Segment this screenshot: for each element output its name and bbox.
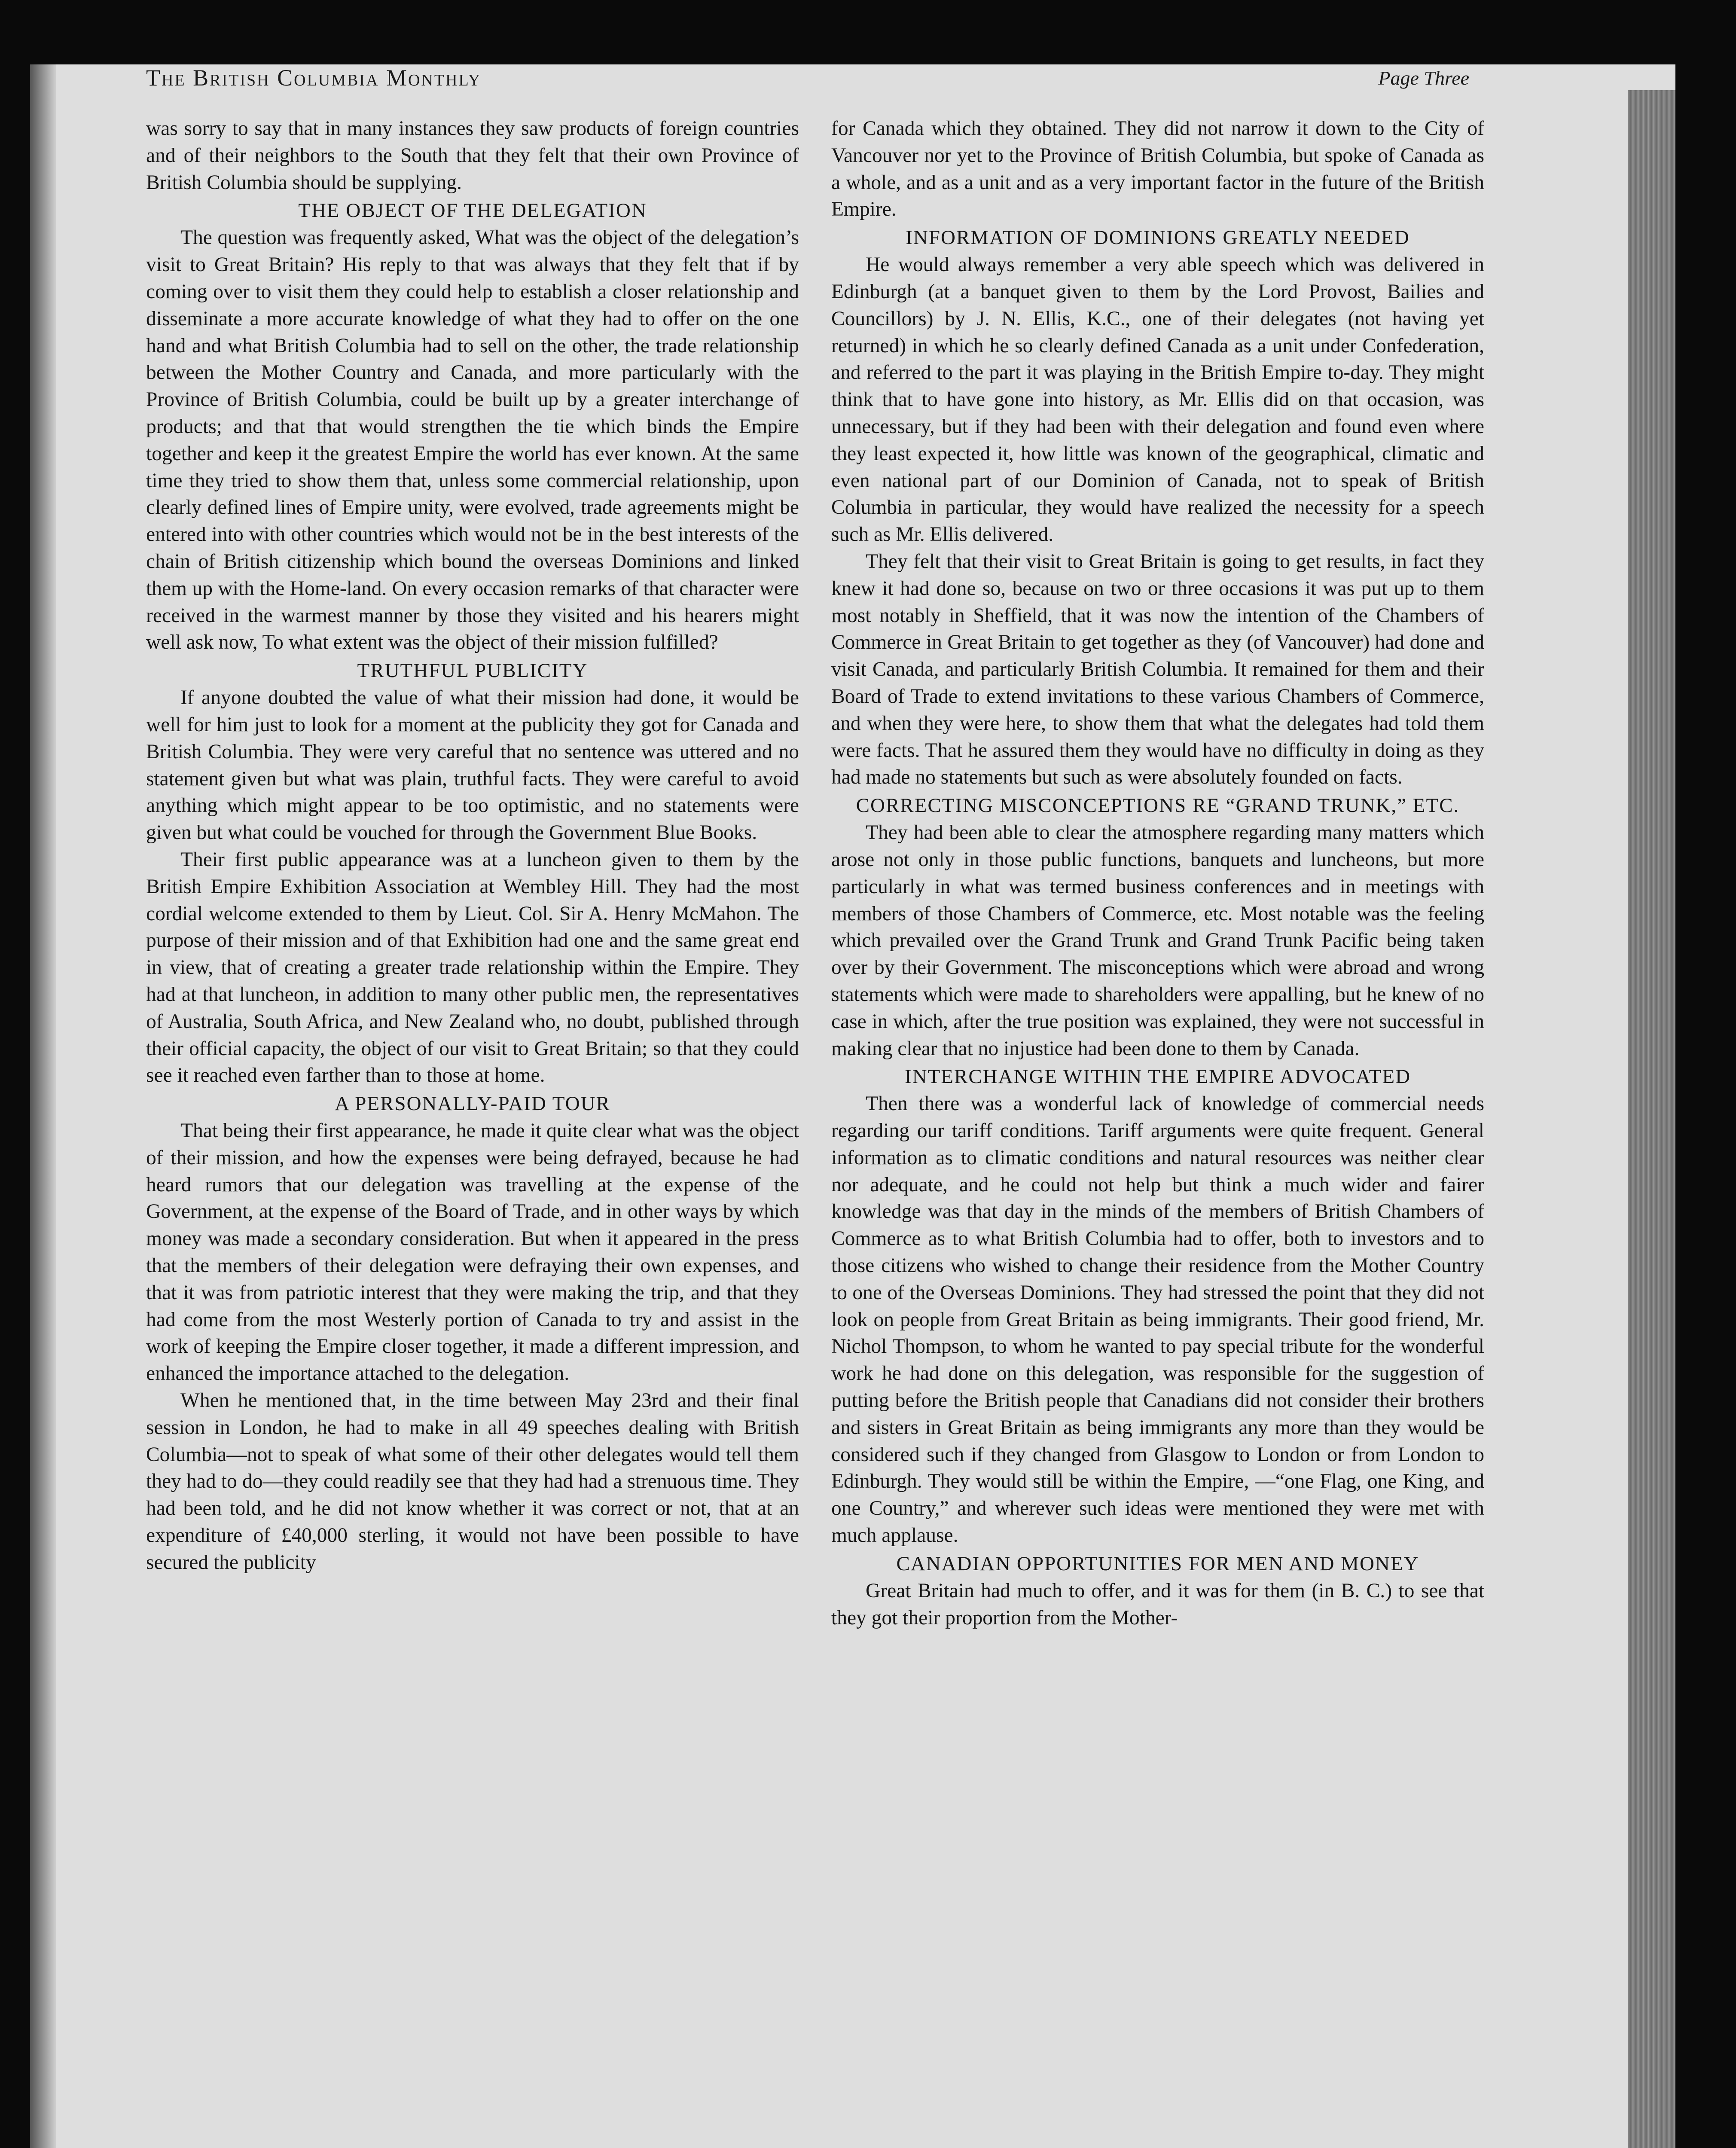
paragraph: They felt that their visit to Great Britain is going to get results, in fact they knew it had done so, because on two or three occasions it was put up to them most notably in Sheffield, that it was now the intention of the Chambers of Commerce in Great Britain to get together as they (of Vancouver) had done and visit Canada, and particularly British Columbia. It remained for them and their Board of Trade to extend invitations to these various Chambers of Commerce, and when they were here, to show them that what the delegates had told them were facts. That he assured them they would have no difficulty in doing as they had made no statements but such as were absolutely founded on facts. <box>831 550 1484 789</box>
section-heading: THE OBJECT OF THE DELEGATION <box>298 199 647 222</box>
left-column <box>146 115 799 1576</box>
paragraph: Their first public appearance was at a luncheon given to them by the British Empire Exhibition Association at Wembley Hill. They had the most cordial welcome extended to them by Lieut. Col. Sir A. Henry McMahon. The purpose of their mission and of that Exhibition had one and the same great end in view, that of creating a greater trade relationship within the Empire. They had at that luncheon, in addition to many other public men, the representatives of Australia, South Africa, and New Zealand who, no doubt, published through their official capacity, the object of our visit to Great Britain; so that they could see it reached even farther than to those at home. <box>146 848 799 1087</box>
section-heading: INTERCHANGE WITHIN THE EMPIRE ADVOCATED <box>904 1065 1411 1088</box>
page-edges <box>1628 90 1675 2148</box>
section-heading: CANADIAN OPPORTUNITIES FOR MEN AND MONEY <box>896 1552 1419 1575</box>
right-column <box>831 115 1484 1631</box>
paragraph: was sorry to say that in many instances they saw products of foreign countries and of their neighbors to the South that they felt that their own Province of British Columbia should be supplying. <box>146 117 799 194</box>
page-number: Page Three <box>1378 67 1469 89</box>
running-head: The British Columbia Monthly <box>146 65 482 91</box>
paragraph: That being their first appearance, he made it quite clear what was the object of their mission, and how the expenses were being defrayed, because he had heard rumors that our delegation was travelling at the expense of the Government, at the expense of the Board of Trade, and in other ways by which money was made a secondary consideration. But when it appeared in the press that the members of their delegation were defraying their own expenses, and that it was from patriotic interest that they were making the trip, and that they had come from the most Westerly portion of Canada to try and assist in the work of keeping the Empire closer together, it made a different impression, and enhanced the importance attached to the delegation. <box>146 1120 799 1385</box>
page-header <box>146 64 1469 107</box>
paragraph: Then there was a wonderful lack of knowledge of commercial needs regarding our tariff conditions. Tariff arguments were quite frequent. General information as to climatic conditions and natural resources was neither clear nor adequate, and he could not help but think a much wider and fairer knowledge was that day in the minds of the members of British Chambers of Commerce as to what British Columbia had to offer, both to investors and to those citizens who wished to change their residence from the Mother Country to one of the Overseas Dominions. They had stressed the point that they did not look on people from Great Britain as being immigrants. Their good friend, Mr. Nichol Thompson, to whom he wanted to pay special tribute for the wonderful work he had done on this delegation, was responsible for the suggestion of putting before the British people that Canadians did not consider their brothers and sisters in Great Britain as being immigrants any more than they would be considered such if they changed from Glasgow to London or from London to Edinburgh. They would still be within the Empire, —“one Flag, one King, and one Country,” and wherever such ideas were mentioned they were met with much applause. <box>831 1092 1484 1547</box>
paragraph: They had been able to clear the atmosphere regarding many matters which arose not only in those public functions, banquets and luncheons, but more particularly in what was termed business conferences and in meetings with members of those Chambers of Commerce, etc. Most notable was the feeling which prevailed over the Grand Trunk and Grand Trunk Pacific being taken over by their Government. The misconceptions which were abroad and wrong statements which were made to shareholders were appalling, but he knew of no case in which, after the true position was explained, they were not successful in making clear that no injustice had been done to them by Canada. <box>831 821 1484 1060</box>
paragraph: for Canada which they obtained. They did not narrow it down to the City of Vancouver nor yet to the Province of British Columbia, but spoke of Canada as a whole, and as a unit and as a very important factor in the future of the British Empire. <box>831 117 1484 221</box>
section-heading: CORRECTING MISCONCEPTIONS RE “GRAND TRUNK,” ETC. <box>856 794 1460 817</box>
paragraph: The question was frequently asked, What was the object of the delegation’s visit to Great Britain? His reply to that was always that they felt that if by coming over to visit them they could help to establish a closer relationship and disseminate a more accurate knowledge of what they had to offer on the one hand and what British Columbia had to sell on the other, the trade relationship between the Mother Country and Canada, and more particularly with the Province of British Columbia, could be built up by a greater interchange of products; and that that would strengthen the tie which binds the Empire together and keep it the greatest Empire the world has ever known. At the same time they tried to show them that, unless some commercial relationship, upon clearly defined lines of Empire unity, were evolved, trade agreements might be entered into with other countries which would not be in the best interests of the chain of British citizenship which bound the overseas Dominions and linked them up with the Home-land. On every occasion remarks of that character were received in the warmest manner by those they visited and his hearers might well ask now, To what extent was the object of their mission fulfilled? <box>146 226 799 654</box>
paragraph: If anyone doubted the value of what their mission had done, it would be well for him just to look for a moment at the publicity they got for Canada and British Columbia. They were very careful that no sentence was uttered and no statement given but what was plain, truthful facts. They were careful to avoid anything which might appear to be too optimistic, and no statements were given but what could be vouched for through the Government Blue Books. <box>146 687 799 844</box>
book-gutter <box>30 64 56 2148</box>
paragraph: When he mentioned that, in the time between May 23rd and their final session in London, he had to make in all 49 speeches dealing with British Columbia—not to speak of what some of their other delegates would tell them they had to do—they could readily see that they had had a strenuous time. They had been told, and he did not know whether it was correct or not, that at an expenditure of £40,000 sterling, it would not have been possible to have secured the publicity <box>146 1389 799 1574</box>
section-heading: TRUTHFUL PUBLICITY <box>357 659 588 682</box>
paragraph: He would always remember a very able speech which was delivered in Edinburgh (at a banquet given to them by the Lord Provost, Bailies and Councillors) by J. N. Ellis, K.C., one of their delegates (not having yet returned) in which he so clearly defined Canada as a unit under Confederation, and referred to the part it was playing in the British Empire to-day. They might think that to have gone into history, as Mr. Ellis did on that occasion, was unnecessary, but if they had been with their delegation and found even where they least expected it, how little was known of the geographical, climatic and even national part of our Dominion of Canada, not to speak of British Columbia in particular, they would have realized the necessity for a speech such as Mr. Ellis delivered. <box>831 253 1484 546</box>
paragraph: Great Britain had much to offer, and it was for them (in B. C.) to see that they got their proportion from the Mother- <box>831 1579 1484 1629</box>
section-heading: INFORMATION OF DOMINIONS GREATLY NEEDED <box>906 226 1410 249</box>
section-heading: A PERSONALLY-PAID TOUR <box>335 1092 610 1115</box>
